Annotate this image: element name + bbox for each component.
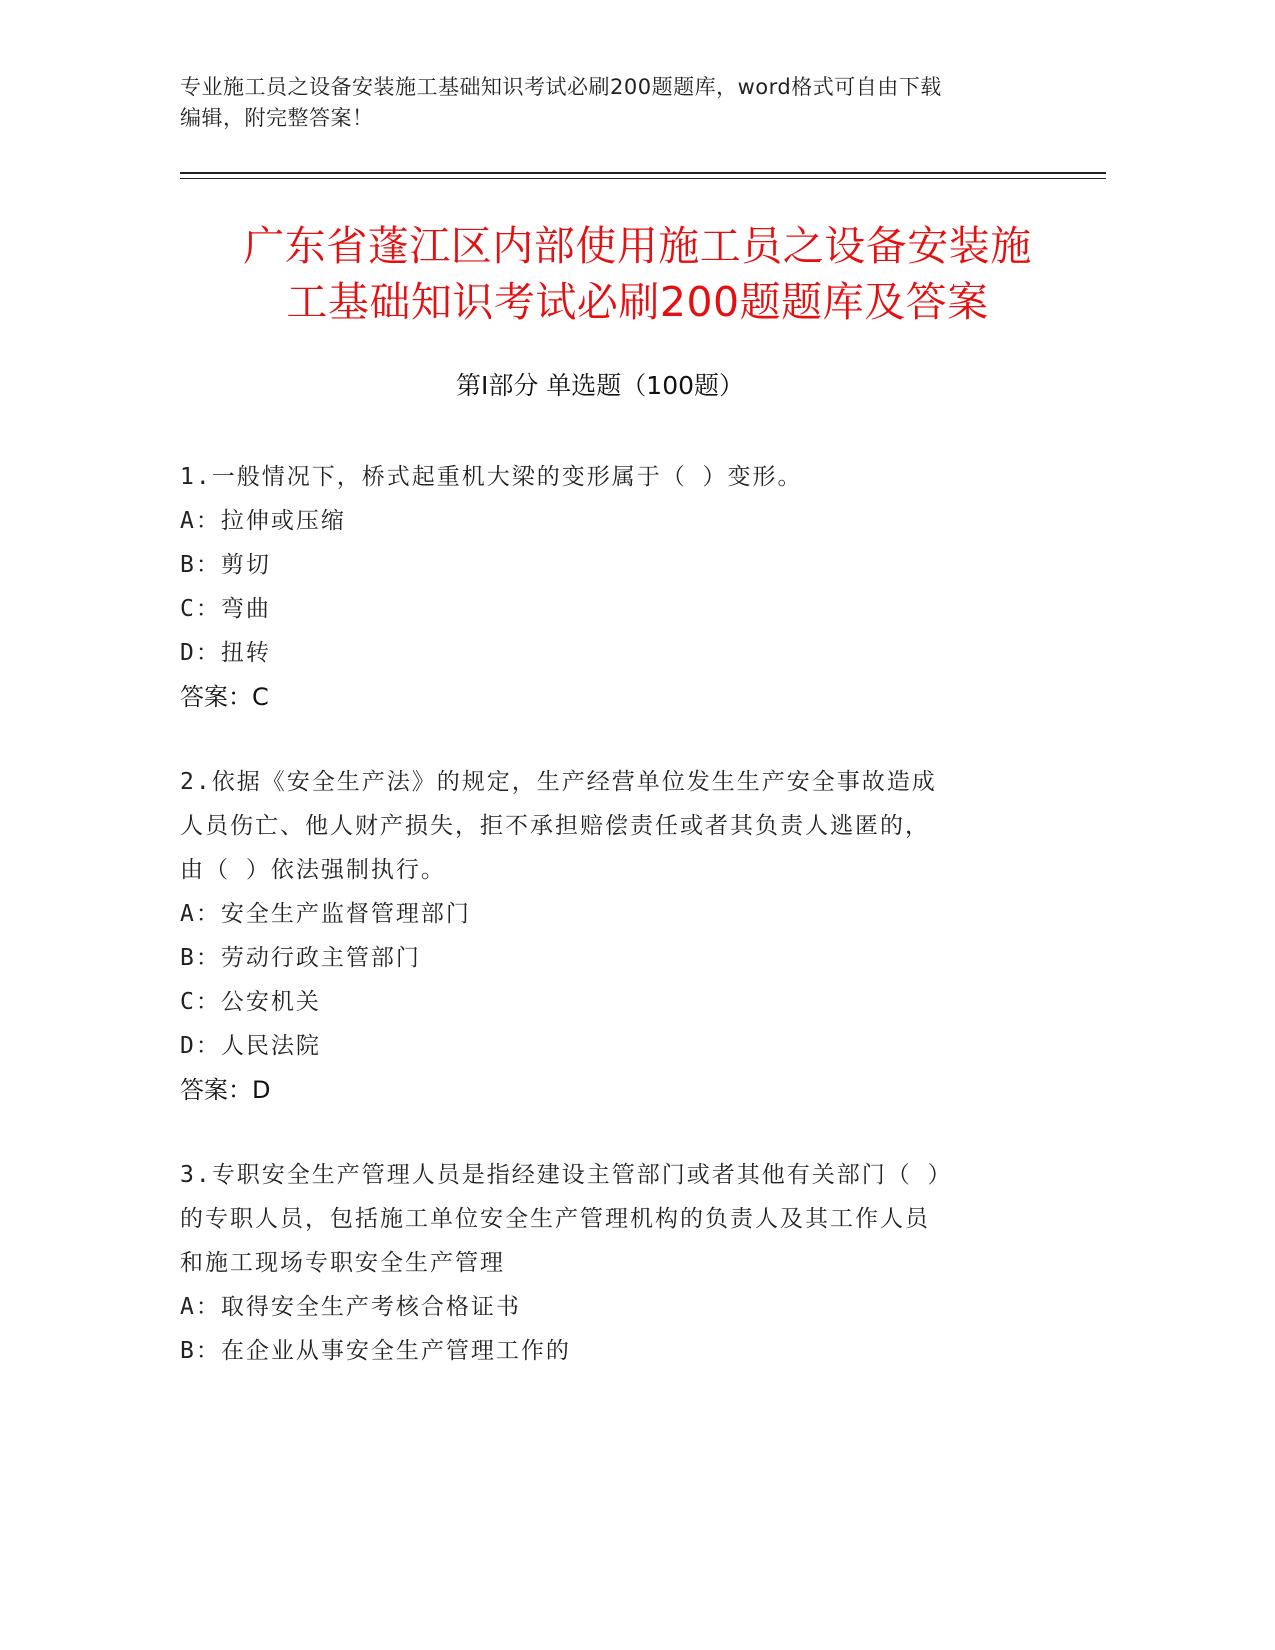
question-1	[180, 455, 1020, 719]
question-1-option-a: A：拉伸或压缩	[180, 508, 346, 534]
question-1-stem-line-1: 1.一般情况下，桥式起重机大梁的变形属于（ ）变形。	[180, 464, 803, 490]
question-2	[180, 760, 1020, 1112]
question-1-option-c: C：弯曲	[180, 596, 271, 622]
question-2-stem-line-2: 人员伤亡、他人财产损失，拒不承担赔偿责任或者其负责人逃匿的，	[180, 813, 930, 839]
header-note-line1: 专业施工员之设备安装施工基础知识考试必刷200题题库，word格式可自由下载	[180, 75, 942, 99]
document-title	[170, 218, 1105, 330]
question-2-answer: 答案：D	[180, 1076, 271, 1104]
section-heading: 第Ⅰ部分 单选题（100题）	[455, 371, 745, 400]
question-2-option-c: C：公安机关	[180, 989, 321, 1015]
question-3-stem-line-3: 和施工现场专职安全生产管理	[180, 1250, 505, 1276]
question-list	[180, 455, 1020, 1414]
document-title-line1: 广东省蓬江区内部使用施工员之设备安装施	[243, 222, 1032, 270]
question-2-option-d: D：人民法院	[180, 1033, 321, 1059]
question-2-stem-line-1: 2.依据《安全生产法》的规定，生产经营单位发生生产安全事故造成	[180, 769, 937, 795]
question-1-option-d: D：扭转	[180, 640, 271, 666]
question-2-option-a: A：安全生产监督管理部门	[180, 901, 471, 927]
question-1-option-b: B：剪切	[180, 552, 271, 578]
document-title-line2: 工基础知识考试必刷200题题库及答案	[286, 278, 989, 326]
header-rule-thin	[180, 178, 1106, 179]
question-3-option-b: B：在企业从事安全生产管理工作的	[180, 1338, 571, 1364]
question-2-stem-line-3: 由（ ）依法强制执行。	[180, 857, 446, 883]
question-3-stem-line-1: 3.专职安全生产管理人员是指经建设主管部门或者其他有关部门（ ）	[180, 1162, 953, 1188]
header-note	[180, 72, 1060, 134]
question-3-stem-line-2: 的专职人员，包括施工单位安全生产管理机构的负责人及其工作人员	[180, 1206, 930, 1232]
question-2-option-b: B：劳动行政主管部门	[180, 945, 421, 971]
question-1-answer: 答案：C	[180, 683, 269, 711]
header-rule-thick	[180, 172, 1106, 174]
header-note-line2: 编辑，附完整答案！	[180, 106, 374, 130]
question-3-option-a: A：取得安全生产考核合格证书	[180, 1294, 521, 1320]
question-3	[180, 1153, 1020, 1373]
